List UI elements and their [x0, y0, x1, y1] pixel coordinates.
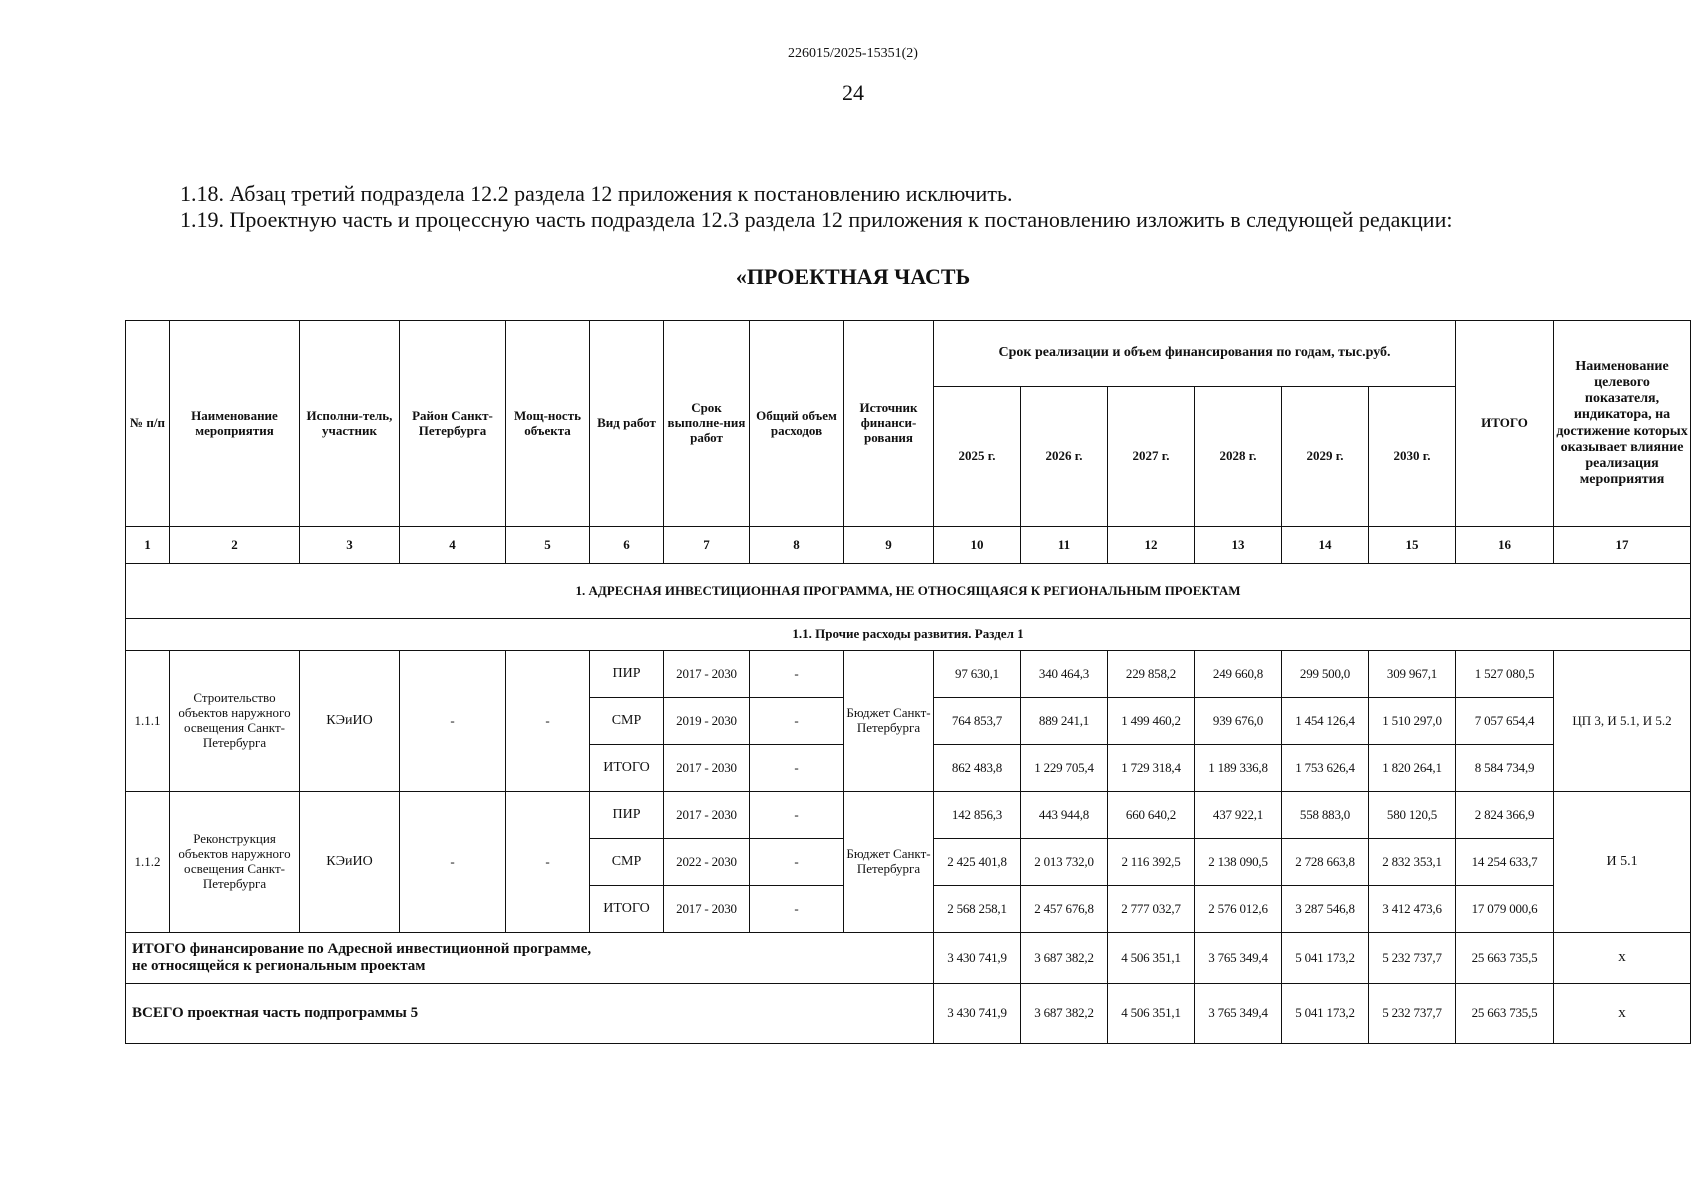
subsection-title: 1.1. Прочие расходы развития. Раздел 1	[126, 619, 1691, 651]
value-2025: 2 568 258,1	[934, 886, 1021, 933]
total-label-line1: ИТОГО финансирование по Адресной инвестиционной программе,	[132, 940, 592, 957]
value-2030: 2 832 353,1	[1369, 839, 1456, 886]
paragraph-1-18: 1.18. Абзац третий подраздела 12.2 раздела 12 приложения к постановлению исключить.	[180, 181, 1013, 206]
column-number: 17	[1554, 527, 1691, 564]
header-work-type: Вид работ	[590, 321, 664, 527]
header-indicator: Наименование целевого показателя, индикатора, на достижение которых оказывает влияние реализация мероприятия	[1554, 321, 1691, 527]
row-total: 25 663 735,5	[1456, 984, 1554, 1044]
value-2029: 558 883,0	[1282, 792, 1369, 839]
header-period-group: Срок реализации и объем финансирования по годам, тыс.руб.	[934, 321, 1456, 387]
header-year-2026: 2026 г.	[1021, 387, 1108, 527]
work-type: ПИР	[590, 792, 664, 839]
value-2030: 5 232 737,7	[1369, 933, 1456, 984]
header-year-2025: 2025 г.	[934, 387, 1021, 527]
item-district: -	[400, 792, 506, 933]
header-district: Район Санкт-Петербурга	[400, 321, 506, 527]
item-name: Реконструкция объектов наружного освещения Санкт-Петербурга	[170, 792, 300, 933]
header-year-2027: 2027 г.	[1108, 387, 1195, 527]
value-2030: 3 412 473,6	[1369, 886, 1456, 933]
value-2026: 889 241,1	[1021, 698, 1108, 745]
total-volume: -	[750, 651, 844, 698]
total-row-aip	[126, 933, 1691, 984]
value-2027: 1 499 460,2	[1108, 698, 1195, 745]
value-2028: 2 138 090,5	[1195, 839, 1282, 886]
item-name: Строительство объектов наружного освещения Санкт-Петербурга	[170, 651, 300, 792]
total-label-line2: не относящейся к региональным проектам	[132, 958, 426, 974]
column-number: 10	[934, 527, 1021, 564]
value-2026: 2 457 676,8	[1021, 886, 1108, 933]
total-volume: -	[750, 886, 844, 933]
total-label: ВСЕГО проектная часть подпрограммы 5	[126, 984, 934, 1044]
work-term: 2022 - 2030	[664, 839, 750, 886]
work-type: СМР	[590, 698, 664, 745]
indicator: И 5.1	[1554, 792, 1691, 933]
indicator: х	[1554, 933, 1691, 984]
funding-source: Бюджет Санкт-Петербурга	[844, 651, 934, 792]
item-number: 1.1.2	[126, 792, 170, 933]
column-number: 13	[1195, 527, 1282, 564]
value-2029: 1 454 126,4	[1282, 698, 1369, 745]
value-2026: 1 229 705,4	[1021, 745, 1108, 792]
value-2025: 3 430 741,9	[934, 933, 1021, 984]
work-term: 2017 - 2030	[664, 651, 750, 698]
value-2027: 229 858,2	[1108, 651, 1195, 698]
item-executor: КЭиИО	[300, 651, 400, 792]
column-number: 9	[844, 527, 934, 564]
value-2025: 3 430 741,9	[934, 984, 1021, 1044]
section-heading: «ПРОЕКТНАЯ ЧАСТЬ	[735, 264, 971, 289]
header-total-volume: Общий объем расходов	[750, 321, 844, 527]
value-2030: 5 232 737,7	[1369, 984, 1456, 1044]
work-term: 2017 - 2030	[664, 886, 750, 933]
value-2027: 2 777 032,7	[1108, 886, 1195, 933]
document-number: 226015/2025-15351(2)	[788, 46, 918, 61]
header-executor: Исполни-тель, участник	[300, 321, 400, 527]
page-number: 24	[842, 80, 864, 105]
value-2029: 299 500,0	[1282, 651, 1369, 698]
column-number: 5	[506, 527, 590, 564]
work-term: 2017 - 2030	[664, 792, 750, 839]
total-label	[126, 933, 934, 984]
value-2028: 249 660,8	[1195, 651, 1282, 698]
indicator: х	[1554, 984, 1691, 1044]
total-volume: -	[750, 698, 844, 745]
value-2025: 2 425 401,8	[934, 839, 1021, 886]
value-2027: 4 506 351,1	[1108, 933, 1195, 984]
total-row-subprogram	[126, 984, 1691, 1044]
item-number: 1.1.1	[126, 651, 170, 792]
row-total: 25 663 735,5	[1456, 933, 1554, 984]
value-2026: 3 687 382,2	[1021, 984, 1108, 1044]
header-source: Источник финанси-рования	[844, 321, 934, 527]
header-year-2029: 2029 г.	[1282, 387, 1369, 527]
row-total: 8 584 734,9	[1456, 745, 1554, 792]
column-number: 4	[400, 527, 506, 564]
value-2030: 580 120,5	[1369, 792, 1456, 839]
value-2026: 340 464,3	[1021, 651, 1108, 698]
work-term: 2019 - 2030	[664, 698, 750, 745]
value-2026: 2 013 732,0	[1021, 839, 1108, 886]
column-number: 3	[300, 527, 400, 564]
column-number: 1	[126, 527, 170, 564]
value-2030: 1 820 264,1	[1369, 745, 1456, 792]
value-2029: 3 287 546,8	[1282, 886, 1369, 933]
work-term: 2017 - 2030	[664, 745, 750, 792]
value-2027: 1 729 318,4	[1108, 745, 1195, 792]
total-volume: -	[750, 792, 844, 839]
header-capacity: Мощ-ность объекта	[506, 321, 590, 527]
table-row	[126, 651, 1691, 698]
item-capacity: -	[506, 651, 590, 792]
row-total: 1 527 080,5	[1456, 651, 1554, 698]
table-row	[126, 792, 1691, 839]
column-number: 12	[1108, 527, 1195, 564]
total-volume: -	[750, 745, 844, 792]
value-2027: 4 506 351,1	[1108, 984, 1195, 1044]
item-capacity: -	[506, 792, 590, 933]
column-number: 7	[664, 527, 750, 564]
total-volume: -	[750, 839, 844, 886]
funding-source: Бюджет Санкт-Петербурга	[844, 792, 934, 933]
value-2029: 1 753 626,4	[1282, 745, 1369, 792]
column-number: 15	[1369, 527, 1456, 564]
value-2025: 97 630,1	[934, 651, 1021, 698]
header-year-2028: 2028 г.	[1195, 387, 1282, 527]
item-district: -	[400, 651, 506, 792]
work-type: ИТОГО	[590, 745, 664, 792]
value-2030: 1 510 297,0	[1369, 698, 1456, 745]
column-number: 8	[750, 527, 844, 564]
work-type: ПИР	[590, 651, 664, 698]
value-2026: 3 687 382,2	[1021, 933, 1108, 984]
value-2027: 2 116 392,5	[1108, 839, 1195, 886]
row-total: 2 824 366,9	[1456, 792, 1554, 839]
header-total: ИТОГО	[1456, 321, 1554, 527]
value-2029: 2 728 663,8	[1282, 839, 1369, 886]
value-2028: 437 922,1	[1195, 792, 1282, 839]
header-term: Срок выполне-ния работ	[664, 321, 750, 527]
item-executor: КЭиИО	[300, 792, 400, 933]
paragraph-1-19: 1.19. Проектную часть и процессную часть подраздела 12.3 раздела 12 приложения к постановлению изложить в следующей редакции:	[180, 207, 1453, 232]
row-total: 14 254 633,7	[1456, 839, 1554, 886]
header-year-2030: 2030 г.	[1369, 387, 1456, 527]
value-2026: 443 944,8	[1021, 792, 1108, 839]
work-type: ИТОГО	[590, 886, 664, 933]
row-total: 17 079 000,6	[1456, 886, 1554, 933]
project-part-table	[125, 320, 1691, 1044]
value-2030: 309 967,1	[1369, 651, 1456, 698]
header-no: № п/п	[126, 321, 170, 527]
header-name: Наименование мероприятия	[170, 321, 300, 527]
work-type: СМР	[590, 839, 664, 886]
value-2025: 862 483,8	[934, 745, 1021, 792]
row-total: 7 057 654,4	[1456, 698, 1554, 745]
value-2027: 660 640,2	[1108, 792, 1195, 839]
column-number: 2	[170, 527, 300, 564]
value-2028: 2 576 012,6	[1195, 886, 1282, 933]
column-number: 14	[1282, 527, 1369, 564]
value-2028: 1 189 336,8	[1195, 745, 1282, 792]
value-2028: 3 765 349,4	[1195, 933, 1282, 984]
section-title: 1. АДРЕСНАЯ ИНВЕСТИЦИОННАЯ ПРОГРАММА, НЕ ОТНОСЯЩАЯСЯ К РЕГИОНАЛЬНЫМ ПРОЕКТАМ	[126, 564, 1691, 619]
value-2028: 3 765 349,4	[1195, 984, 1282, 1044]
value-2029: 5 041 173,2	[1282, 984, 1369, 1044]
value-2029: 5 041 173,2	[1282, 933, 1369, 984]
column-number: 11	[1021, 527, 1108, 564]
value-2025: 142 856,3	[934, 792, 1021, 839]
column-number: 6	[590, 527, 664, 564]
value-2028: 939 676,0	[1195, 698, 1282, 745]
indicator: ЦП 3, И 5.1, И 5.2	[1554, 651, 1691, 792]
column-number: 16	[1456, 527, 1554, 564]
value-2025: 764 853,7	[934, 698, 1021, 745]
